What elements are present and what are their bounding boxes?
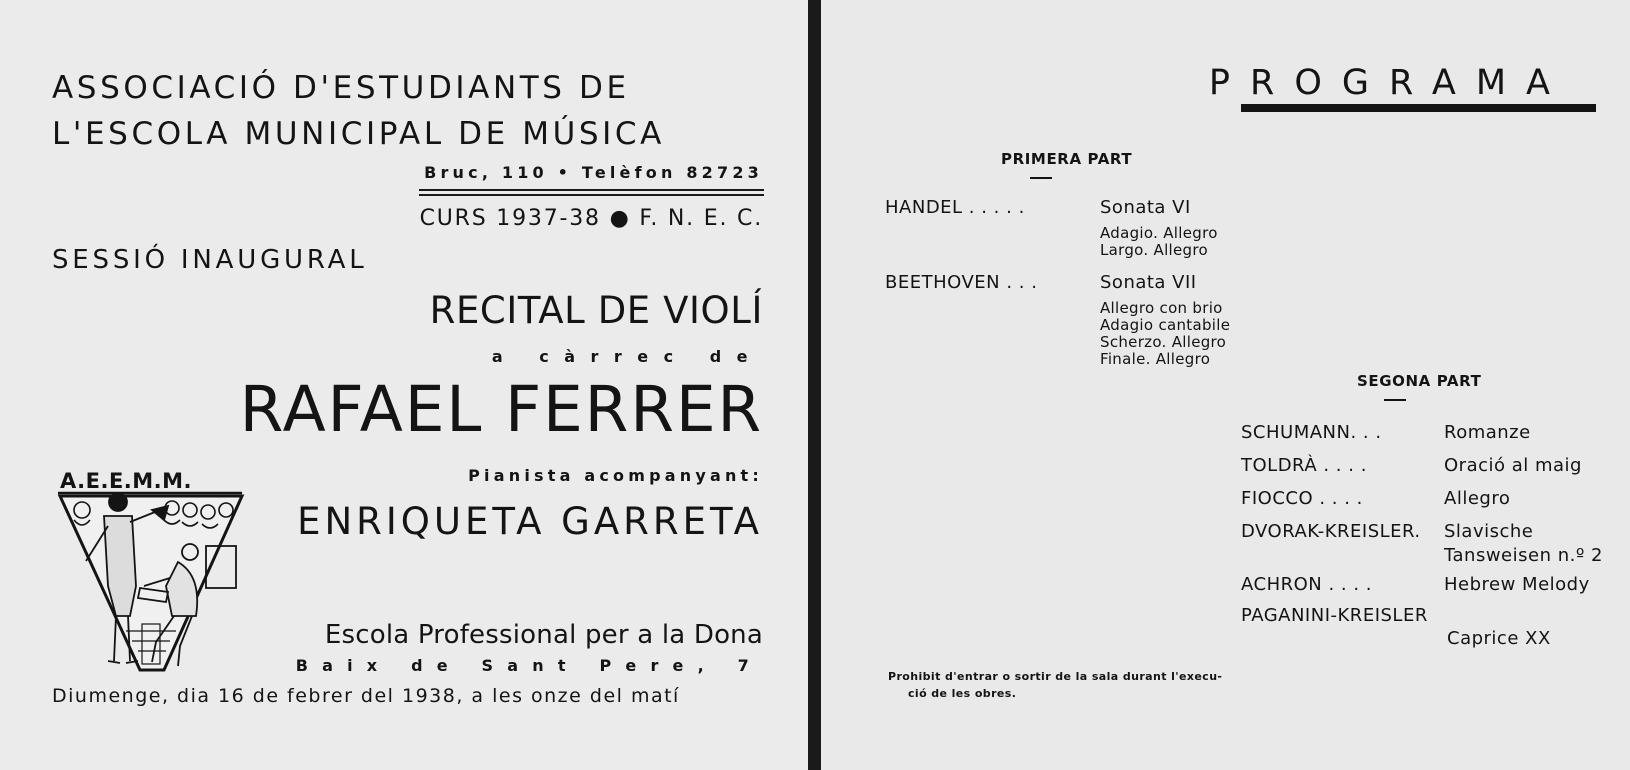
- programa-title: PROGRAMA: [1208, 63, 1570, 103]
- composer-achron: ACHRON . . . .: [1241, 574, 1373, 595]
- right-page: [821, 0, 1630, 770]
- association-address: Bruc, 110 • Telèfon 82723: [424, 163, 763, 182]
- movement-item: Finale. Allegro: [1100, 350, 1211, 368]
- composer-handel: HANDEL . . . . .: [885, 197, 1025, 218]
- work-achron: Hebrew Melody: [1444, 574, 1590, 595]
- work-toldra: Oració al maig: [1444, 455, 1582, 476]
- composer-paganini-kreisler: PAGANINI-KREISLER: [1241, 605, 1428, 626]
- composer-dvorak-kreisler: DVORAK-KREISLER.: [1241, 521, 1421, 542]
- composer-beethoven: BEETHOVEN . . .: [885, 272, 1038, 293]
- notice-text: [888, 668, 1248, 702]
- venue-address: Baix de Sant Pere, 7: [295, 656, 763, 675]
- movement-item: Largo. Allegro: [1100, 241, 1208, 259]
- movement-item: Allegro con brio: [1100, 299, 1223, 317]
- course-year: CURS 1937-38 ● F. N. E. C.: [419, 206, 763, 231]
- composer-schumann: SCHUMANN. . .: [1241, 422, 1382, 443]
- work-handel: Sonata VI: [1100, 197, 1191, 218]
- primera-part-title: PRIMERA PART: [1001, 150, 1133, 168]
- movement-item: Adagio cantabile: [1100, 316, 1231, 334]
- association-emblem-logo: [56, 466, 246, 676]
- performer-name: RAFAEL FERRER: [239, 373, 763, 446]
- work-paganini-kreisler: Caprice XX: [1447, 628, 1551, 649]
- venue-name: Escola Professional per a la Dona: [324, 620, 763, 650]
- composer-fiocco: FIOCCO . . . .: [1241, 488, 1363, 509]
- pianist-label: Pianista acompanyant:: [468, 466, 763, 485]
- movement-item: Scherzo. Allegro: [1100, 333, 1227, 351]
- section-dash: [1384, 399, 1406, 401]
- recital-title: RECITAL DE VIOLÍ: [429, 289, 763, 332]
- work-fiocco: Allegro: [1444, 488, 1511, 509]
- notice-line1: Prohibit d'entrar o sortir de la sala durant l'execu-: [888, 670, 1223, 683]
- section-dash: [1030, 177, 1052, 179]
- a-carrec-de-label: a càrrec de: [491, 347, 763, 366]
- work-dvorak-kreisler: Slavische: [1444, 521, 1534, 542]
- work-dvorak-kreisler-line2: Tansweisen n.º 2: [1444, 545, 1603, 566]
- pianist-name: ENRIQUETA GARRETA: [297, 500, 763, 543]
- notice-line2: ció de les obres.: [908, 687, 1017, 700]
- left-page: [0, 0, 808, 770]
- segona-part-title: SEGONA PART: [1357, 372, 1482, 390]
- programa-title-underline: [1241, 104, 1596, 112]
- double-rule-divider: [419, 189, 764, 196]
- association-name-line1: ASSOCIACIÓ D'ESTUDIANTS DE: [52, 70, 630, 106]
- work-beethoven: Sonata VII: [1100, 272, 1197, 293]
- work-schumann: Romanze: [1444, 422, 1531, 443]
- session-title: SESSIÓ INAUGURAL: [52, 245, 368, 275]
- event-date: Diumenge, dia 16 de febrer del 1938, a les onze del matí: [52, 685, 680, 707]
- composer-toldra: TOLDRÀ . . . .: [1241, 455, 1367, 476]
- association-name-line2: L'ESCOLA MUNICIPAL DE MÚSICA: [52, 116, 665, 152]
- emblem-text: A.E.E.M.M.: [60, 469, 193, 493]
- movement-item: Adagio. Allegro: [1100, 224, 1218, 242]
